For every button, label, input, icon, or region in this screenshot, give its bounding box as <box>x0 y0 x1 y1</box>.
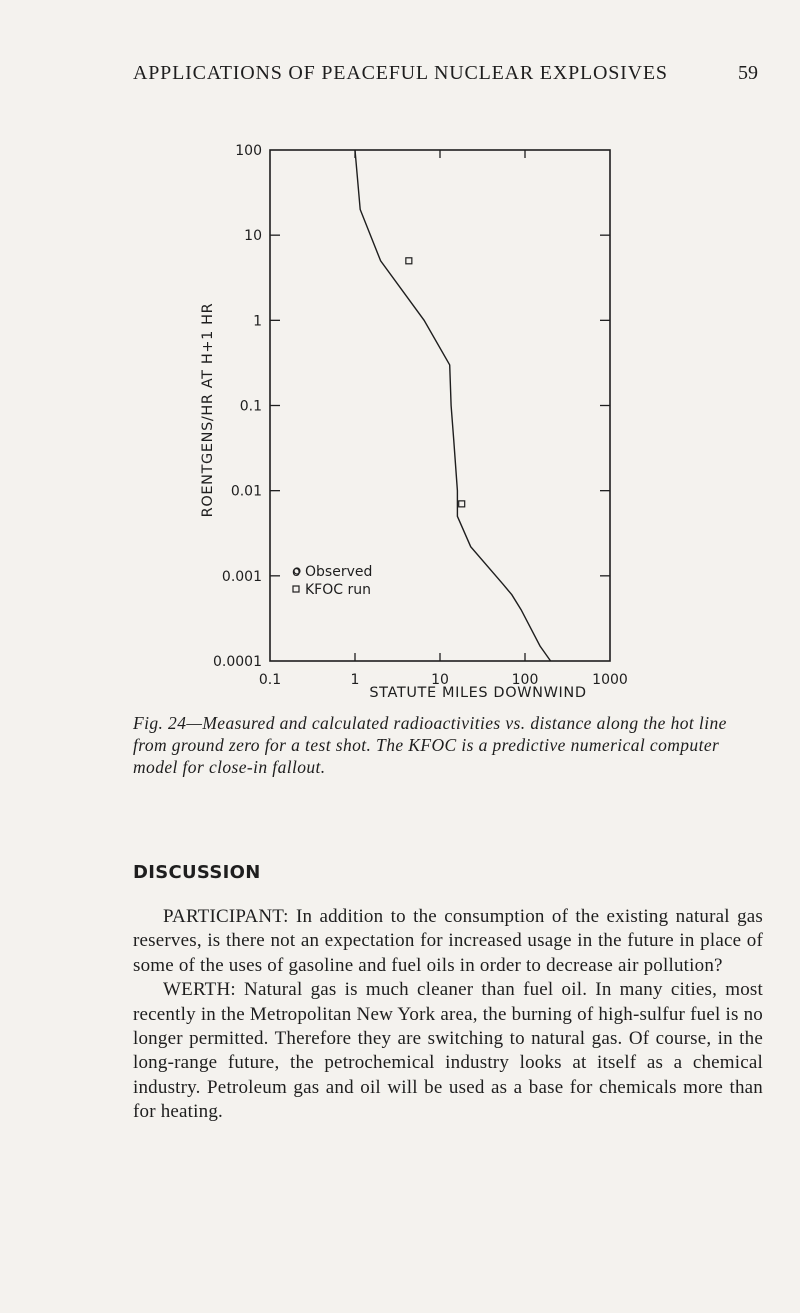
x-tick-label: 100 <box>511 672 539 688</box>
x-tick-label: 1000 <box>592 672 628 688</box>
speaker-participant: PARTICIPANT: <box>163 906 289 927</box>
kfoc-point-marker <box>406 258 412 264</box>
page-number: 59 <box>738 62 758 84</box>
observed-curve <box>355 150 551 661</box>
y-tick-label: 0.001 <box>221 568 262 585</box>
y-tick-label: 10 <box>244 228 262 245</box>
y-axis-ticks <box>270 235 610 576</box>
y-tick-label: 100 <box>235 143 262 159</box>
y-axis-tick-labels <box>213 143 262 670</box>
x-axis-title: STATUTE MILES DOWNWIND <box>369 685 587 700</box>
y-axis-title: ROENTGENS/HR AT H+1 HR <box>200 302 216 518</box>
x-tick-label: 10 <box>431 672 449 688</box>
y-tick-label: 0.01 <box>230 483 262 500</box>
legend <box>292 564 372 598</box>
caption-text: —Measured and calculated radioactivities vs. distance along the hot line from ground zero for a test shot. The KFOC is a predictive numerical computer model for close-in fallout. <box>133 713 727 777</box>
x-tick-label: 0.1 <box>258 672 282 688</box>
caption-label: Fig. 24 <box>133 713 187 733</box>
figure-caption <box>133 712 763 778</box>
legend-entry-observed: o Observed <box>292 564 373 580</box>
y-tick-label: 0.1 <box>239 398 262 415</box>
data-series <box>355 150 551 661</box>
paragraph-participant <box>133 905 763 978</box>
x-tick-label: 1 <box>350 672 360 688</box>
paragraph-werth <box>133 978 763 1124</box>
paragraph-text: Natural gas is much cleaner than fuel oil. In many cities, most recently in the Metropolitan New York area, the burning of high-sulfur fuel is no longer permitted. Therefore they are switching to natural gas. Of course, in the long-range future, the petrochemical industry looks at itself as a chemical industry. Petroleum gas and oil will be used as a base for chemicals more than for heating. <box>133 979 763 1123</box>
discussion-body <box>133 905 763 1125</box>
kfoc-point-marker <box>459 501 465 507</box>
legend-entry-kfoc: KFOC run <box>305 582 371 598</box>
y-tick-label: 1 <box>253 313 262 330</box>
paragraph-text: In addition to the consumption of the existing natural gas reserves, is there not an expectation for increased usage in the future in place of some of the uses of gasoline and fuel oils in order to decrease air pollution? <box>133 906 763 976</box>
running-title: APPLICATIONS OF PEACEFUL NUCLEAR EXPLOSIVES <box>133 62 668 84</box>
speaker-werth: WERTH: <box>163 979 236 1001</box>
legend-square-marker <box>293 586 299 592</box>
section-heading-discussion: DISCUSSION <box>133 862 261 883</box>
y-tick-label: 0.0001 <box>213 654 262 670</box>
x-axis-ticks <box>355 150 525 661</box>
